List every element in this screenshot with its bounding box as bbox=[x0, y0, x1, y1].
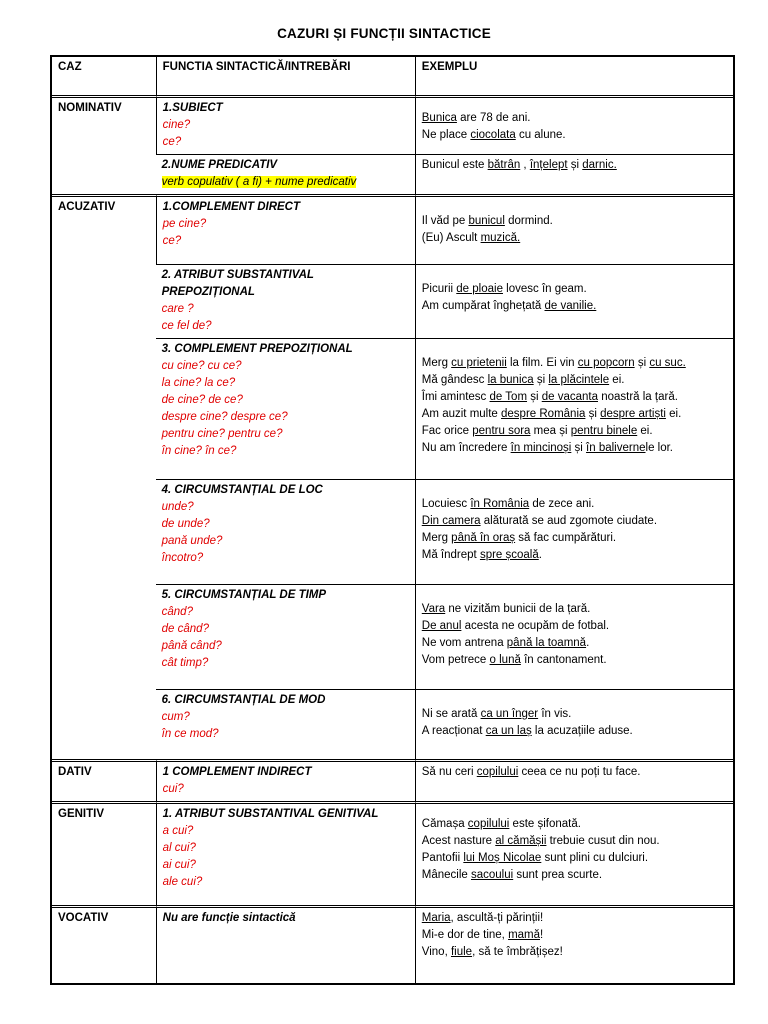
underlined-term: cu suc. bbox=[649, 357, 686, 369]
sentence-text: (Eu) Ascult bbox=[421, 232, 481, 244]
highlighted-note: verb copulativ ( a fi) + nume predicativ bbox=[161, 176, 357, 188]
syntax-table bbox=[50, 55, 735, 985]
example-sentence bbox=[422, 927, 727, 944]
underlined-term: De anul bbox=[421, 620, 462, 632]
question: ale cui? bbox=[162, 876, 203, 888]
sentence-text: Îmi amintesc bbox=[421, 391, 490, 403]
underlined-term: Vara bbox=[421, 603, 446, 615]
sentence-text: A reacționat bbox=[421, 725, 486, 737]
underlined-term: până în oraș bbox=[451, 532, 516, 544]
underlined-term: de ploaie bbox=[456, 283, 503, 295]
table-row bbox=[52, 95, 733, 154]
example-cell bbox=[415, 801, 733, 905]
sentence-text: Fac orice bbox=[421, 425, 473, 437]
case-dativ: DATIV bbox=[52, 759, 156, 801]
sentence-text: ! bbox=[540, 929, 544, 941]
example-sentence bbox=[422, 652, 727, 669]
example-sentence bbox=[422, 816, 727, 833]
function-title: 5. CIRCUMSTANȚIAL DE TIMP bbox=[161, 589, 327, 601]
underlined-term: înțelept bbox=[529, 159, 568, 171]
sentence-text: și bbox=[571, 442, 587, 454]
example-sentence bbox=[422, 867, 727, 884]
sentence-text: Il văd pe bbox=[421, 215, 469, 227]
function-cell bbox=[156, 154, 415, 194]
example-sentence bbox=[422, 833, 727, 850]
sentence-text: Cămașa bbox=[421, 818, 468, 830]
question: de unde? bbox=[161, 518, 210, 530]
sentence-text: , ascultă-ți părinții! bbox=[450, 912, 544, 924]
example-sentence bbox=[422, 110, 727, 127]
question: a cui? bbox=[162, 825, 194, 837]
sentence-text: ei. bbox=[637, 425, 653, 437]
sentence-text: , bbox=[520, 159, 530, 171]
sentence-text: ceea ce nu poți tu face. bbox=[518, 766, 641, 778]
question: la cine? la ce? bbox=[161, 377, 236, 389]
sentence-text: . bbox=[538, 549, 542, 561]
example-cell bbox=[415, 95, 733, 154]
function-cell bbox=[156, 264, 415, 338]
function-title: 2.NUME PREDICATIV bbox=[161, 159, 278, 171]
function-title: 1. ATRIBUT SUBSTANTIVAL GENITIVAL bbox=[162, 808, 379, 820]
example-sentence bbox=[422, 910, 727, 927]
example-cell bbox=[415, 905, 733, 983]
sentence-text: Ne place bbox=[421, 129, 471, 141]
sentence-text: Ne vom antrena bbox=[421, 637, 507, 649]
table-row bbox=[52, 759, 733, 801]
sentence-text: alăturată se aud zgomote ciudate. bbox=[480, 515, 658, 527]
page-title: CAZURI ȘI FUNCȚII SINTACTICE bbox=[277, 26, 491, 41]
example-sentence bbox=[422, 635, 727, 652]
question: pentru cine? pentru ce? bbox=[161, 428, 283, 440]
sentence-text: Merg bbox=[421, 357, 452, 369]
underlined-term: muzică. bbox=[480, 232, 521, 244]
sentence-text: le lor. bbox=[645, 442, 674, 454]
case-nominativ: NOMINATIV bbox=[52, 95, 156, 194]
underlined-term: la plăcintele bbox=[548, 374, 610, 386]
question: când? bbox=[161, 606, 193, 618]
underlined-term: pentru binele bbox=[570, 425, 638, 437]
sentence-text: trebuie cusut din nou. bbox=[546, 835, 660, 847]
example-sentence bbox=[422, 230, 727, 247]
example-sentence bbox=[422, 423, 727, 440]
sentence-text: Merg bbox=[421, 532, 452, 544]
sentence-text: Vino, bbox=[421, 946, 451, 958]
underlined-term: cu prietenii bbox=[451, 357, 507, 369]
sentence-text: cu alune. bbox=[515, 129, 566, 141]
underlined-term: lui Moș Nicolae bbox=[463, 852, 542, 864]
example-sentence bbox=[422, 157, 727, 174]
sentence-text: noastră la țară. bbox=[598, 391, 678, 403]
example-sentence bbox=[422, 850, 727, 867]
header-functia: FUNCTIA SINTACTICĂ/INTREBĂRI bbox=[156, 57, 415, 95]
sentence-text: Locuiesc bbox=[421, 498, 471, 510]
underlined-term: copilului bbox=[467, 818, 510, 830]
sentence-text: dormind. bbox=[504, 215, 553, 227]
sentence-text: lovesc în geam. bbox=[502, 283, 587, 295]
question: cine? bbox=[162, 119, 191, 131]
underlined-term: al cămășii bbox=[495, 835, 547, 847]
header-exemplu: EXEMPLU bbox=[415, 57, 733, 95]
table-row bbox=[52, 194, 733, 264]
underlined-term: până la toamnă bbox=[506, 637, 587, 649]
sentence-text: Bunicul este bbox=[421, 159, 488, 171]
example-cell bbox=[415, 194, 733, 264]
underlined-term: ca un înger bbox=[480, 708, 539, 720]
example-sentence bbox=[422, 281, 727, 298]
underlined-term: pentru sora bbox=[472, 425, 531, 437]
example-sentence bbox=[422, 764, 727, 781]
sentence-text: Mă gândesc bbox=[421, 374, 488, 386]
question: care ? bbox=[161, 303, 194, 315]
case-vocativ: VOCATIV bbox=[52, 905, 156, 983]
question: cu cine? cu ce? bbox=[161, 360, 242, 372]
underlined-term: de vanilie. bbox=[544, 300, 597, 312]
example-sentence bbox=[422, 496, 727, 513]
question: ce fel de? bbox=[161, 320, 212, 332]
sentence-text: Am auzit multe bbox=[421, 408, 502, 420]
function-title: 2. ATRIBUT SUBSTANTIVAL PREPOZIȚIONAL bbox=[161, 269, 314, 298]
underlined-term: Maria bbox=[421, 912, 451, 924]
example-cell bbox=[415, 584, 733, 689]
sentence-text: și bbox=[533, 374, 549, 386]
function-cell bbox=[156, 479, 415, 584]
sentence-text: Vom petrece bbox=[421, 654, 490, 666]
question: cum? bbox=[161, 711, 190, 723]
example-cell bbox=[415, 689, 733, 759]
function-title: 6. CIRCUMSTANȚIAL DE MOD bbox=[161, 694, 326, 706]
function-cell bbox=[156, 801, 415, 905]
sentence-text: ei. bbox=[609, 374, 625, 386]
sentence-text: , să te îmbrățișez! bbox=[472, 946, 563, 958]
example-sentence bbox=[422, 406, 727, 423]
underlined-term: sacoului bbox=[470, 869, 514, 881]
sentence-text: Ni se arată bbox=[421, 708, 481, 720]
question: cui? bbox=[162, 783, 184, 795]
underlined-term: în România bbox=[470, 498, 530, 510]
function-cell bbox=[156, 689, 415, 759]
example-sentence bbox=[422, 127, 727, 144]
example-cell bbox=[415, 338, 733, 479]
function-title: Nu are funcție sintactică bbox=[162, 912, 296, 924]
underlined-term: despre România bbox=[501, 408, 586, 420]
underlined-term: de Tom bbox=[489, 391, 528, 403]
underlined-term: de vacanta bbox=[541, 391, 598, 403]
underlined-term: ca un laș bbox=[485, 725, 532, 737]
sentence-text: Mi-e dor de tine, bbox=[421, 929, 509, 941]
example-sentence bbox=[422, 440, 727, 457]
underlined-term: bunicul bbox=[468, 215, 505, 227]
question: al cui? bbox=[162, 842, 196, 854]
underlined-term: cu popcorn bbox=[577, 357, 635, 369]
sentence-text: sunt prea scurte. bbox=[513, 869, 603, 881]
underlined-term: spre școală bbox=[479, 549, 539, 561]
example-sentence bbox=[422, 944, 727, 961]
function-title: 4. CIRCUMSTANȚIAL DE LOC bbox=[161, 484, 323, 496]
underlined-term: copilului bbox=[476, 766, 519, 778]
underlined-term: o lună bbox=[489, 654, 521, 666]
example-sentence bbox=[422, 513, 727, 530]
question: de cine? de ce? bbox=[161, 394, 243, 406]
underlined-term: fiule bbox=[450, 946, 473, 958]
sentence-text: Picurii bbox=[421, 283, 457, 295]
function-cell bbox=[156, 759, 415, 801]
sentence-text: ne vizităm bunicii de la țară. bbox=[445, 603, 591, 615]
sentence-text: și bbox=[585, 408, 601, 420]
function-cell bbox=[156, 194, 415, 264]
sentence-text: în cantonament. bbox=[520, 654, 607, 666]
question: de când? bbox=[161, 623, 209, 635]
question: încotro? bbox=[161, 552, 204, 564]
example-sentence bbox=[422, 601, 727, 618]
sentence-text: mea și bbox=[530, 425, 571, 437]
question: unde? bbox=[161, 501, 194, 513]
function-cell bbox=[156, 338, 415, 479]
underlined-term: darnic. bbox=[582, 159, 617, 171]
sentence-text: Mă îndrept bbox=[421, 549, 480, 561]
function-title: 3. COMPLEMENT PREPOZIȚIONAL bbox=[161, 343, 353, 355]
underlined-term: mamă bbox=[508, 929, 541, 941]
sentence-text: ei. bbox=[665, 408, 682, 420]
table-row bbox=[52, 905, 733, 983]
underlined-term: la bunica bbox=[487, 374, 534, 386]
question: ai cui? bbox=[162, 859, 196, 871]
example-sentence bbox=[422, 706, 727, 723]
function-cell bbox=[156, 584, 415, 689]
sentence-text: la film. Ei vin bbox=[506, 357, 578, 369]
function-title: 1 COMPLEMENT INDIRECT bbox=[162, 766, 312, 778]
underlined-term: ciocolata bbox=[470, 129, 516, 141]
example-cell bbox=[415, 759, 733, 801]
function-title: 1.SUBIECT bbox=[162, 102, 223, 114]
sentence-text: Am cumpărat înghețată bbox=[421, 300, 545, 312]
question: despre cine? despre ce? bbox=[161, 411, 288, 423]
sentence-text: Nu am încredere bbox=[421, 442, 511, 454]
example-sentence bbox=[422, 723, 727, 740]
example-sentence bbox=[422, 298, 727, 315]
header-caz: CAZ bbox=[58, 61, 82, 73]
sentence-text: de zece ani. bbox=[529, 498, 595, 510]
question: în ce mod? bbox=[161, 728, 219, 740]
question: în cine? în ce? bbox=[161, 445, 237, 457]
example-cell bbox=[415, 479, 733, 584]
underlined-term: în baliverne bbox=[586, 442, 646, 454]
table-row bbox=[52, 801, 733, 905]
example-sentence bbox=[422, 618, 727, 635]
sentence-text: și bbox=[527, 391, 542, 403]
function-cell bbox=[156, 95, 415, 154]
function-title: 1.COMPLEMENT DIRECT bbox=[162, 201, 301, 213]
sentence-text: Să nu ceri bbox=[421, 766, 477, 778]
example-sentence bbox=[422, 389, 727, 406]
sentence-text: Acest nasture bbox=[421, 835, 496, 847]
example-sentence bbox=[422, 372, 727, 389]
question: ce? bbox=[162, 235, 182, 247]
underlined-term: Bunica bbox=[421, 112, 457, 124]
question: cât timp? bbox=[161, 657, 209, 669]
question: pe cine? bbox=[162, 218, 207, 230]
function-cell bbox=[156, 905, 415, 983]
sentence-text: să fac cumpărături. bbox=[515, 532, 617, 544]
question: pană unde? bbox=[161, 535, 223, 547]
underlined-term: bătrân bbox=[487, 159, 521, 171]
question: ce? bbox=[162, 136, 182, 148]
sentence-text: Mânecile bbox=[421, 869, 471, 881]
example-sentence bbox=[422, 547, 727, 564]
underlined-term: în mincinoși bbox=[510, 442, 572, 454]
sentence-text: în vis. bbox=[538, 708, 572, 720]
example-sentence bbox=[422, 213, 727, 230]
sentence-text: are 78 de ani. bbox=[456, 112, 531, 124]
sentence-text: este șifonată. bbox=[509, 818, 581, 830]
example-cell bbox=[415, 154, 733, 194]
sentence-text: sunt plini cu dulciuri. bbox=[541, 852, 649, 864]
sentence-text: . bbox=[586, 637, 590, 649]
example-sentence bbox=[422, 355, 727, 372]
example-sentence bbox=[422, 530, 727, 547]
header-row bbox=[52, 57, 733, 95]
sentence-text: și bbox=[634, 357, 650, 369]
underlined-term: despre artiști bbox=[600, 408, 666, 420]
case-genitiv: GENITIV bbox=[52, 801, 156, 905]
example-cell bbox=[415, 264, 733, 338]
sentence-text: și bbox=[567, 159, 583, 171]
sentence-text: acesta ne ocupăm de fotbal. bbox=[461, 620, 610, 632]
underlined-term: Din camera bbox=[421, 515, 481, 527]
sentence-text: la acuzațiile aduse. bbox=[531, 725, 633, 737]
case-acuzativ: ACUZATIV bbox=[52, 194, 156, 759]
question: până când? bbox=[161, 640, 222, 652]
sentence-text: Pantofii bbox=[421, 852, 464, 864]
